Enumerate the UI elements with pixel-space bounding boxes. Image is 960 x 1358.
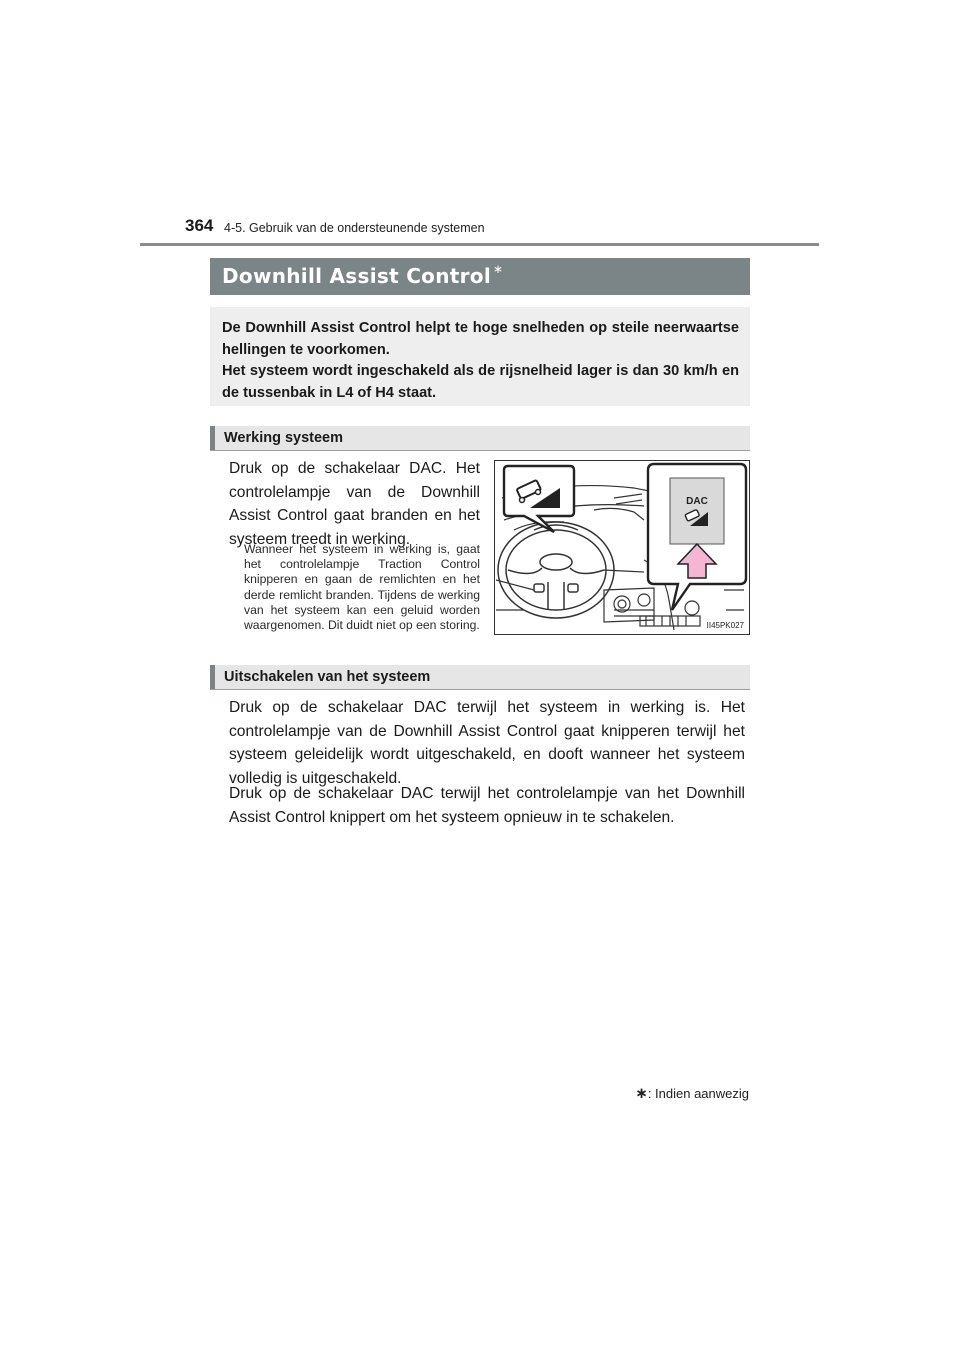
section-divider (210, 450, 750, 451)
figure-code: II45PK027 (706, 621, 744, 630)
werking-note: Wanneer het systeem in werking is, gaat het controlelampje Traction Control knipperen en gaan de remlichten en het derde remlicht branden. Tijdens de werking van het systeem kan een geluid worden waargenomen. Dit duidt niet op een storing. (244, 542, 480, 633)
intro-box (210, 307, 750, 406)
section-heading-uitschakelen: Uitschakelen van het systeem (210, 665, 750, 689)
intro-line-2: Het systeem wordt ingeschakeld als de rijsnelheid lager is dan 30 km/h en de tussenbak in L4 of H4 staat. (222, 363, 739, 401)
chapter-title: 4-5. Gebruik van de ondersteunende systemen (224, 221, 485, 235)
footnote (635, 1084, 749, 1102)
header-divider (140, 243, 819, 246)
section-heading-werking: Werking systeem (210, 426, 750, 450)
uitschakelen-paragraph-2: Druk op de schakelaar DAC terwijl het controlelampje van het Downhill Assist Control knippert om het systeem opnieuw in te schakelen. (229, 785, 745, 826)
footnote-text: : Indien aanwezig (647, 1086, 749, 1101)
intro-line-1: De Downhill Assist Control helpt te hoge snelheden op steile neerwaartse hellingen te voorkomen. (222, 320, 739, 358)
section-divider (210, 689, 750, 690)
uitschakelen-paragraph-1: Druk op de schakelaar DAC terwijl het systeem in werking is. Het controlelampje van de Downhill Assist Control gaat knipperen terwijl het systeem geleidelijk wordt uitgeschakeld, en dooft wanneer het systeem volledig is uitgeschakeld. (229, 699, 745, 787)
footnote-star: ∗ (635, 1085, 648, 1102)
dac-button-label: DAC (686, 496, 708, 507)
dashboard-illustration (494, 460, 750, 635)
availability-marker: ∗ (492, 262, 504, 276)
werking-text: Druk op de schakelaar DAC. Het controlelampje van de Downhill Assist Control gaat branden en het systeem treedt in werking. (229, 460, 480, 548)
page-number: 364 (185, 216, 214, 235)
section-title-bar (210, 258, 750, 295)
section-title: Downhill Assist Control (222, 264, 491, 288)
